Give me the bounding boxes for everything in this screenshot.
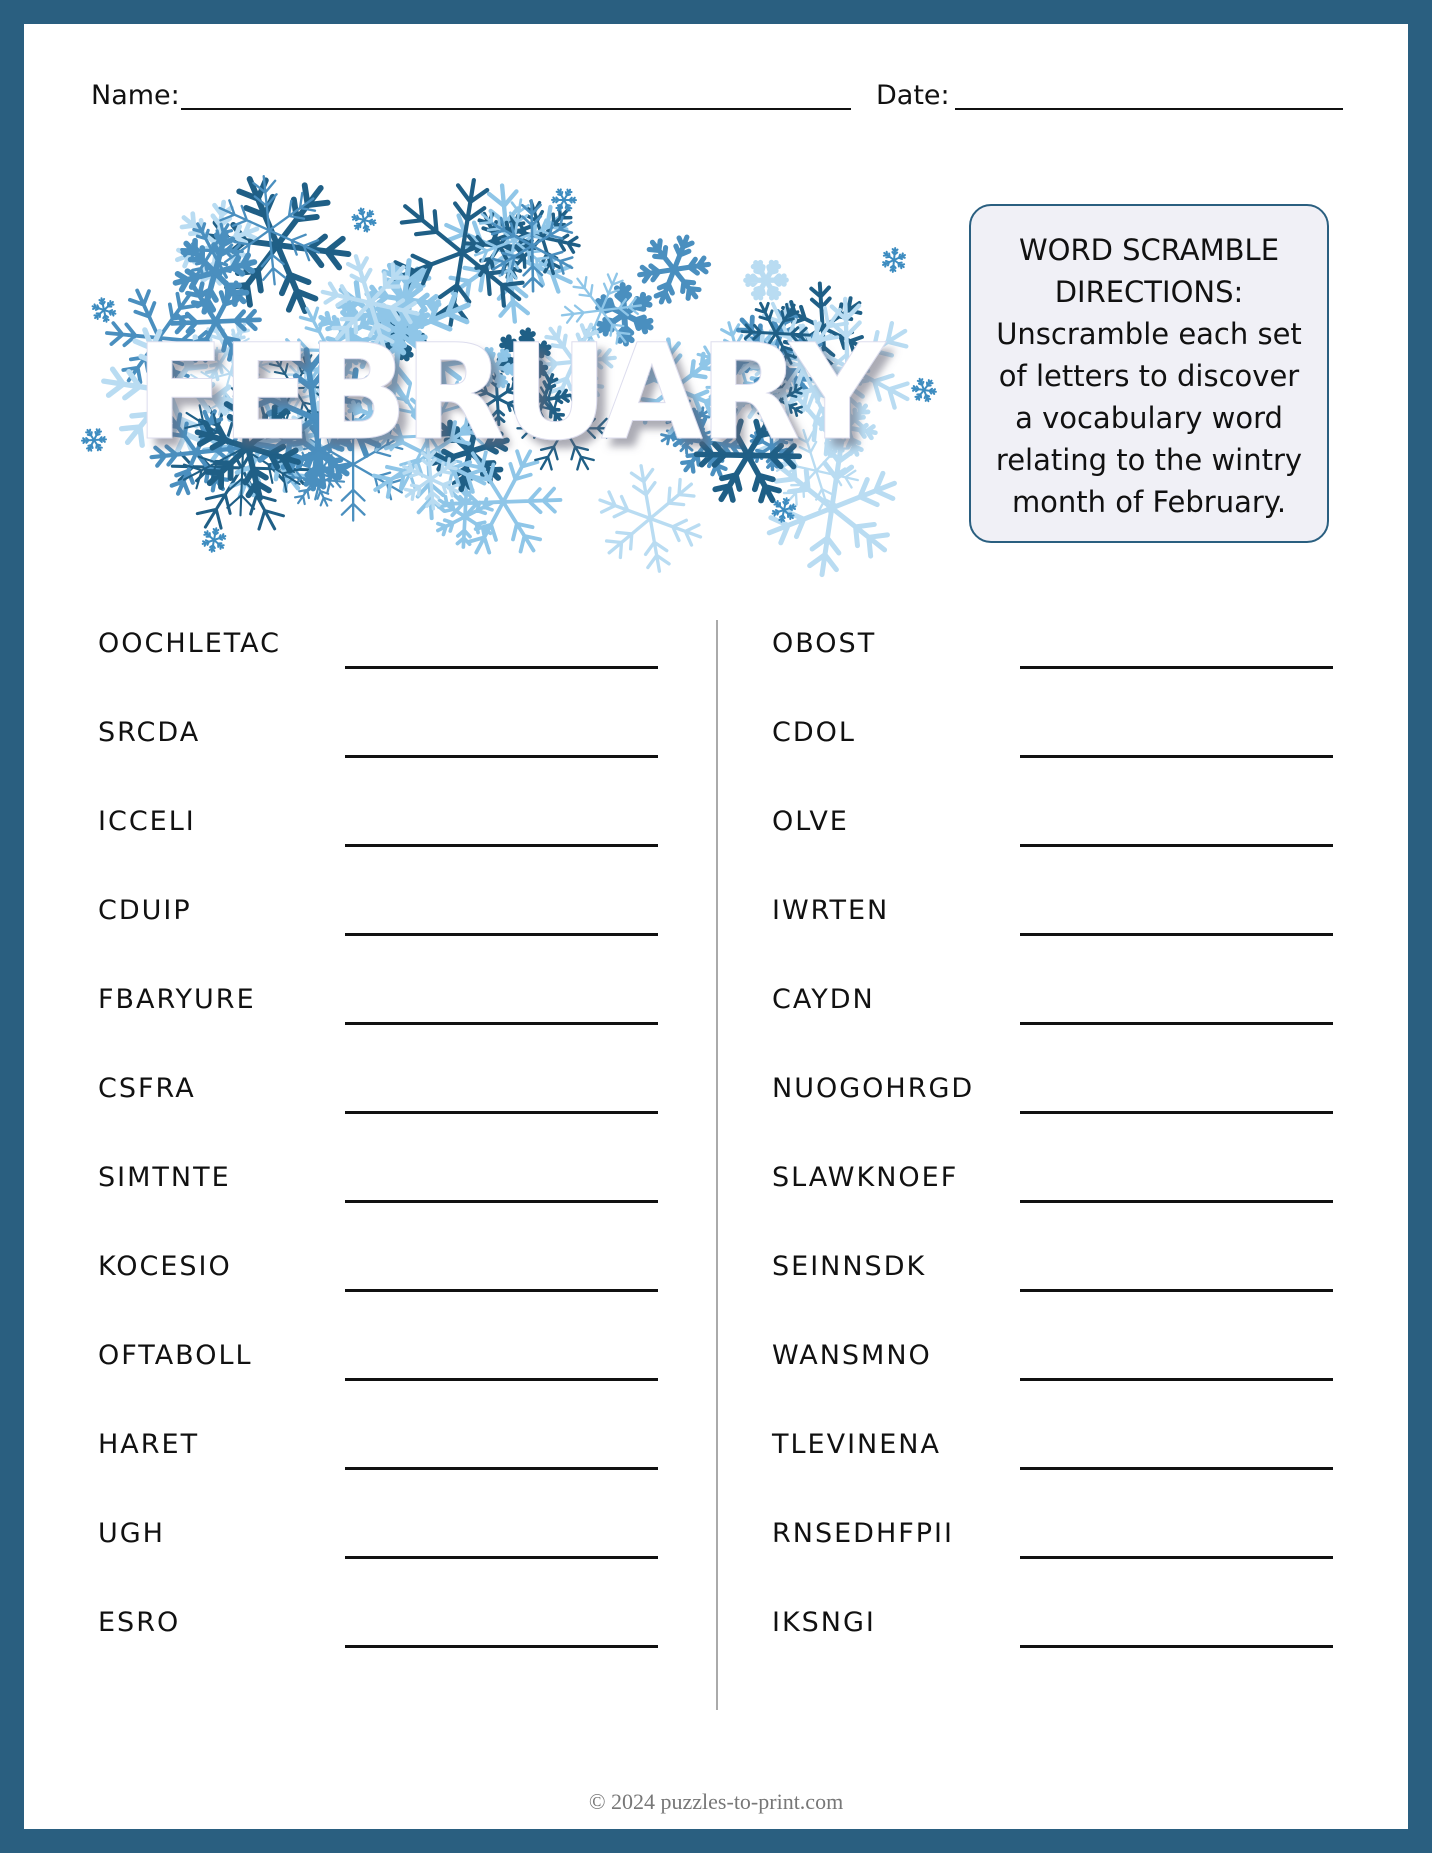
column-divider	[716, 620, 718, 1710]
answer-line[interactable]	[345, 844, 658, 847]
answer-line[interactable]	[345, 1022, 658, 1025]
snowflake-icon	[352, 208, 375, 231]
answer-line[interactable]	[1020, 1111, 1333, 1114]
scrambled-word: ICCELI	[98, 806, 196, 837]
scrambled-word: IWRTEN	[772, 895, 890, 926]
answer-line[interactable]	[345, 933, 658, 936]
directions-line: month of February.	[1011, 485, 1287, 519]
answer-line[interactable]	[345, 1111, 658, 1114]
snowflake-icon	[600, 466, 700, 571]
name-label: Name:	[91, 80, 180, 111]
answer-line[interactable]	[1020, 666, 1333, 669]
snowflake-icon	[203, 528, 226, 552]
answer-line[interactable]	[1020, 1645, 1333, 1648]
directions-line: Unscramble each set	[996, 317, 1302, 351]
answer-line[interactable]	[345, 1556, 658, 1559]
answer-line[interactable]	[345, 1200, 658, 1203]
snowflake-icon	[912, 379, 936, 401]
date-label: Date:	[876, 80, 950, 111]
directions-line: of letters to discover	[998, 359, 1300, 393]
scrambled-word: WANSMNO	[772, 1340, 932, 1371]
scrambled-word: RNSEDHFPII	[772, 1518, 954, 1549]
directions-heading-2: DIRECTIONS:	[1054, 275, 1244, 309]
scrambled-word: NUOGOHRGD	[772, 1073, 975, 1104]
answer-line[interactable]	[1020, 1022, 1333, 1025]
answer-line[interactable]	[345, 1467, 658, 1470]
directions-line: a vocabulary word	[1015, 401, 1283, 435]
banner-title: FEBRUARY	[135, 316, 881, 470]
scrambled-word: HARET	[98, 1429, 200, 1460]
scrambled-word: ESRO	[98, 1607, 181, 1638]
worksheet-page	[24, 24, 1408, 1829]
scrambled-word: SIMTNTE	[98, 1162, 231, 1193]
scrambled-word: OFTABOLL	[98, 1340, 253, 1371]
scrambled-word: CAYDN	[772, 984, 875, 1015]
scrambled-word: UGH	[98, 1518, 165, 1549]
scrambled-word: SLAWKNOEF	[772, 1162, 959, 1193]
answer-line[interactable]	[1020, 755, 1333, 758]
answer-line[interactable]	[1020, 1467, 1333, 1470]
scrambled-word: TLEVINENA	[772, 1429, 941, 1460]
scrambled-word: FBARYURE	[98, 984, 256, 1015]
answer-line[interactable]	[345, 1289, 658, 1292]
scrambled-word: OBOST	[772, 628, 877, 659]
snowflake-icon	[883, 248, 905, 272]
scrambled-word: KOCESIO	[98, 1251, 232, 1282]
answer-line[interactable]	[1020, 933, 1333, 936]
answer-line[interactable]	[345, 1378, 658, 1381]
answer-line[interactable]	[1020, 1556, 1333, 1559]
scrambled-word: SEINNSDK	[772, 1251, 927, 1282]
scrambled-word: OLVE	[772, 806, 849, 837]
answer-line[interactable]	[1020, 1289, 1333, 1292]
scrambled-word: CSFRA	[98, 1073, 196, 1104]
directions-line: relating to the wintry	[995, 443, 1303, 477]
name-field[interactable]	[181, 108, 851, 110]
answer-line[interactable]	[345, 666, 658, 669]
snowflake-icon	[552, 189, 576, 210]
answer-line[interactable]	[345, 755, 658, 758]
scrambled-word: SRCDA	[98, 717, 201, 748]
scrambled-word: OOCHLETAC	[98, 628, 282, 659]
snowflake-icon	[82, 429, 106, 450]
scrambled-word: CDUIP	[98, 895, 192, 926]
snowflake-icon	[746, 262, 786, 297]
date-field[interactable]	[955, 108, 1343, 110]
answer-line[interactable]	[1020, 1378, 1333, 1381]
answer-line[interactable]	[345, 1645, 658, 1648]
directions-heading-1: WORD SCRAMBLE	[1018, 233, 1280, 267]
answer-line[interactable]	[1020, 844, 1333, 847]
copyright-footer: © 2024 puzzles-to-print.com	[588, 1789, 844, 1814]
february-snowflake-banner	[64, 160, 944, 600]
snowflake-icon	[93, 298, 116, 321]
scrambled-word: CDOL	[772, 717, 856, 748]
directions-box	[969, 204, 1329, 543]
scrambled-word: IKSNGI	[772, 1607, 876, 1638]
snowflake-icon	[640, 237, 709, 302]
answer-line[interactable]	[1020, 1200, 1333, 1203]
